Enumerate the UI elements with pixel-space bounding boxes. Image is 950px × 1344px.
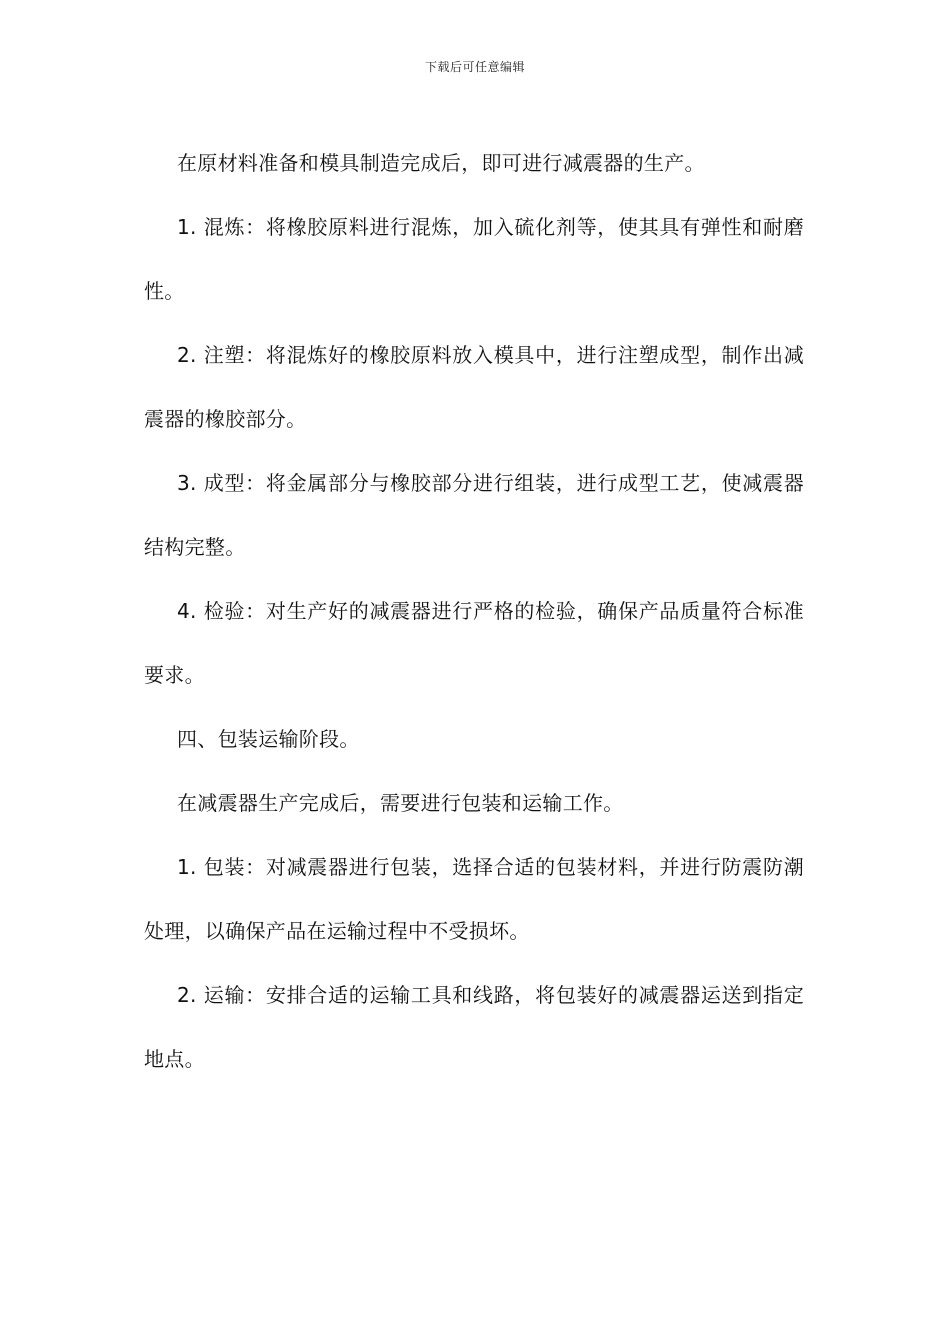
paragraph-intro: 在原材料准备和模具制造完成后，即可进行减震器的生产。 bbox=[177, 151, 705, 175]
paragraph-step-mixing: 1. 混炼：将橡胶原料进行混炼，加入硫化剂等，使其具有弹性和耐磨性。 bbox=[144, 215, 804, 303]
paragraph-packaging-intro: 在减震器生产完成后，需要进行包装和运输工作。 bbox=[177, 791, 624, 815]
paragraph-step-injection: 2. 注塑：将混炼好的橡胶原料放入模具中，进行注塑成型，制作出减震器的橡胶部分。 bbox=[144, 343, 804, 431]
paragraph-step-packing: 1. 包装：对减震器进行包装，选择合适的包装材料，并进行防震防潮处理，以确保产品在运输过程中不受损坏。 bbox=[144, 855, 804, 943]
paragraph-step-inspection: 4. 检验：对生产好的减震器进行严格的检验，确保产品质量符合标准要求。 bbox=[144, 599, 804, 687]
page-header: 下载后可任意编辑 bbox=[424, 60, 525, 74]
section-heading-packaging: 四、包装运输阶段。 bbox=[177, 727, 360, 751]
document-body bbox=[144, 131, 804, 1091]
paragraph-step-forming: 3. 成型：将金属部分与橡胶部分进行组装，进行成型工艺，使减震器结构完整。 bbox=[144, 471, 804, 559]
paragraph-step-transport: 2. 运输：安排合适的运输工具和线路，将包装好的减震器运送到指定地点。 bbox=[144, 983, 804, 1071]
